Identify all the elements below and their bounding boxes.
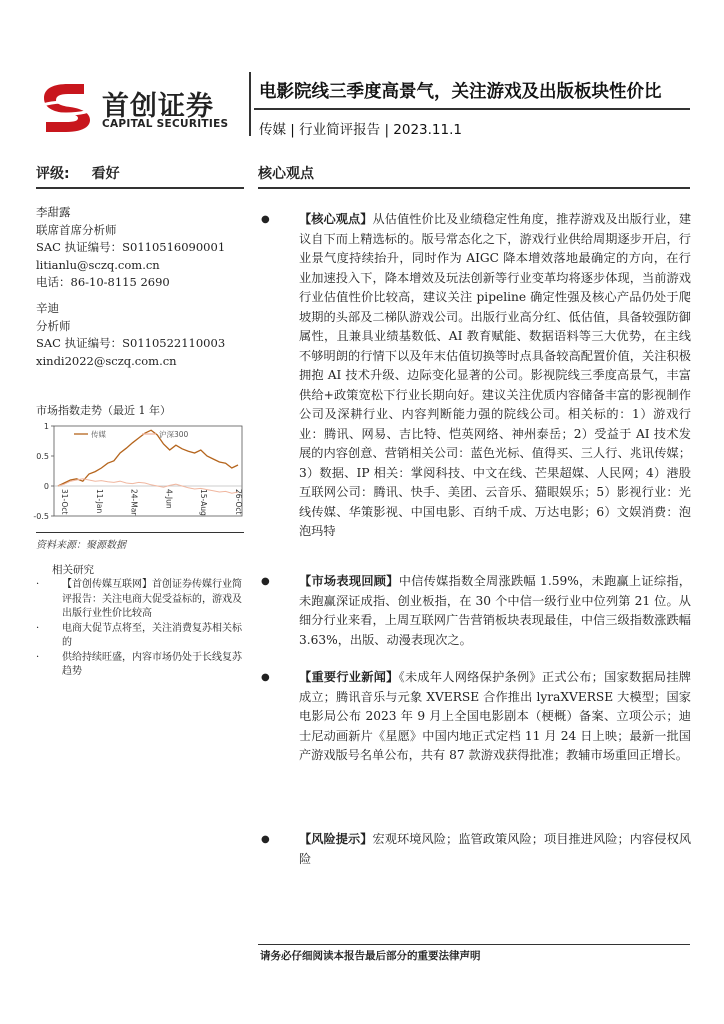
core-rule (258, 187, 690, 189)
risk-paragraph (261, 830, 691, 869)
analyst-title: 联席首席分析师 (36, 222, 117, 237)
company-logo (38, 82, 243, 142)
para-text: 宏观环境风险；监管政策风险；项目推进风险；内容侵权风险 (299, 832, 692, 866)
legal-notice: 请务必仔细阅读本报告最后部分的重要法律声明 (260, 950, 481, 962)
core-paragraph (261, 210, 691, 542)
para-text: 从估值性价比及业绩稳定性角度，推荐游戏及出版行业，建议自下而上精选标的。版号常态化之下，游戏行业供给周期逐步开启，行业景气度持续抬升，同时作为 AIGC 降本增效落地最确定的方向，在行业加速投入下，降本增效及玩法创新等行业变革均将逐步体现，当前游戏行业估值性价比较高，建议关注 pipeline 确定性强及核心产品仍处于爬坡期的头部及二梯队游戏公司。出版行业高分红、低估值，具备较强防御属性，且兼具业绩基数低、AI 教育赋能、数据语料等三大优势，在主线不够明朗的行情下以及年末估值切换等时点具备较高配置价值，关注积极拥抱 AI 技术升级、边际变化显著的公司。影视院线三季度高景气，丰富供给+政策宽松下行业长期向好。建议关注优质内容储备丰富的影视制作公司及深耕行业、内容判断能力强的院线公司。相关标的：1）游戏行业：腾讯、网易、吉比特、恺英网络、神州泰岳；2）受益于 AI 技术发展的内容创意、营销相关公司：蓝色光标、值得买、三人行、兆讯传媒；3）数据、IP 相关：掌阅科技、中文在线、芒果超媒、人民网；4）港股互联网公司：腾讯、快手、美团、云音乐、猫眼娱乐；5）影视行业：光线传媒、华策影视、中国电影、百纳千成、万达电影；6）文娱消费：泡泡玛特 (299, 212, 692, 538)
x-tick-label: 31-Oct (60, 489, 69, 515)
sector: 传媒 (259, 122, 286, 138)
analyst-title: 分析师 (36, 318, 71, 333)
bullet-icon: ● (261, 672, 270, 683)
bullet-icon: · (36, 622, 40, 634)
chart-source: 资料来源：聚源数据 (36, 540, 126, 551)
index-trend-chart (30, 420, 246, 534)
y-tick-label: 1 (43, 422, 49, 431)
bullet-icon: ● (261, 576, 270, 587)
report-title: 电影院线三季度高景气，关注游戏及出版板块性价比 (259, 82, 662, 102)
footer-rule (258, 944, 690, 945)
related-tick: · 供给持续旺盛，内容市场仍处于长线复苏趋势 (36, 651, 242, 677)
x-tick-label: 4-Jun (164, 489, 174, 509)
report-date: 2023.11.1 (393, 122, 462, 138)
legend-label: 沪深300 (159, 430, 189, 439)
related-tick: · 电商大促节点将至，关注消费复苏相关标的 (36, 622, 242, 648)
analyst-name: 辛迪 (36, 301, 59, 315)
chart-rule (36, 532, 244, 533)
rating (36, 163, 142, 183)
bullet-icon: ● (261, 214, 270, 225)
core-heading: 核心观点 (258, 166, 314, 182)
x-tick-label: 11-Jan (94, 489, 104, 514)
x-tick-label: 26-Oct (234, 489, 243, 515)
brand-name-cn: 首创证券 (102, 91, 214, 122)
analyst-name: 李甜露 (36, 205, 71, 219)
rating-label: 评级: (36, 166, 70, 182)
analyst-sac: SAC 执证编号：S0110516090001 (36, 240, 226, 255)
brand-name-en: CAPITAL SECURITIES (102, 118, 229, 130)
related-research-title: 相关研究 (52, 564, 94, 576)
y-tick-label: 0 (43, 482, 49, 491)
bullet-icon: · (36, 579, 40, 590)
plot-frame (54, 426, 242, 516)
news-paragraph (261, 668, 691, 766)
para-text: 中信传媒指数全周涨跌幅 1.59%，未跑赢上证综指，未跑赢深证成指、创业板指，在 30 个中信一级行业中位列第 21 位。从细分行业来看，上周互联网广告营销板块表现最佳，中信三级指数涨跌幅 3.63%，出版、动漫表现次之。 (299, 574, 691, 647)
para-text: 《未成年人网络保护条例》正式公布；国家数据局挂牌成立；腾讯音乐与元象 XVERSE 合作推出 lyraXVERSE 大模型；国家电影局公布 2023 年 9 月上全国电影剧本（梗概）备案、立项公示；迪士尼动画新片《星愿》中国内地正式定档 11 月 24 日上映；最新一批国产游戏版号名单公布，共有 87 款游戏获得批准；教辅市场重回正增长。 (299, 670, 691, 762)
para-heading: 【市场表现回顾】 (299, 574, 399, 588)
header-divider (249, 72, 251, 136)
rating-rule (36, 187, 244, 189)
analyst-2 (36, 300, 225, 370)
analyst-sac: SAC 执证编号：S0110522110003 (36, 336, 226, 351)
rating-value: 看好 (91, 166, 120, 182)
x-tick-label: 24-Mar (129, 489, 139, 516)
para-heading: 【风险提示】 (299, 832, 373, 846)
market-paragraph (261, 572, 691, 650)
para-heading: 【重要行业新闻】 (299, 670, 399, 684)
analyst-1 (36, 204, 225, 292)
analyst-email: xindi2022@sczq.com.cn (36, 353, 177, 368)
report-type: 行业简评报告 (299, 122, 381, 138)
legend-label: 传媒 (91, 430, 106, 439)
y-tick-label: -0.5 (33, 512, 49, 521)
capital-securities-logo-icon (38, 82, 94, 132)
bullet-icon: ● (261, 834, 270, 845)
report-subline: 传媒 | 行业简评报告 | 2023.11.1 (259, 122, 462, 138)
chart-title: 市场指数走势（最近 1 年） (36, 404, 171, 417)
y-tick-label: 0.5 (36, 452, 49, 461)
related-research-list (36, 578, 244, 680)
title-rule (254, 108, 690, 110)
x-tick-label: 15-Aug (199, 489, 209, 516)
analyst-phone: 电话：86-10-8115 2690 (36, 275, 170, 290)
series-line-media (58, 430, 238, 486)
bullet-icon: · (36, 651, 40, 663)
related-item[interactable]: · 【首创传媒互联网】首创证券传媒行业简评报告：关注电商大促受益标的，游戏及出版行业性价比较高 (36, 579, 242, 619)
para-heading: 【核心观点】 (299, 212, 373, 226)
analyst-email: litianlu@sczq.com.cn (36, 257, 160, 272)
